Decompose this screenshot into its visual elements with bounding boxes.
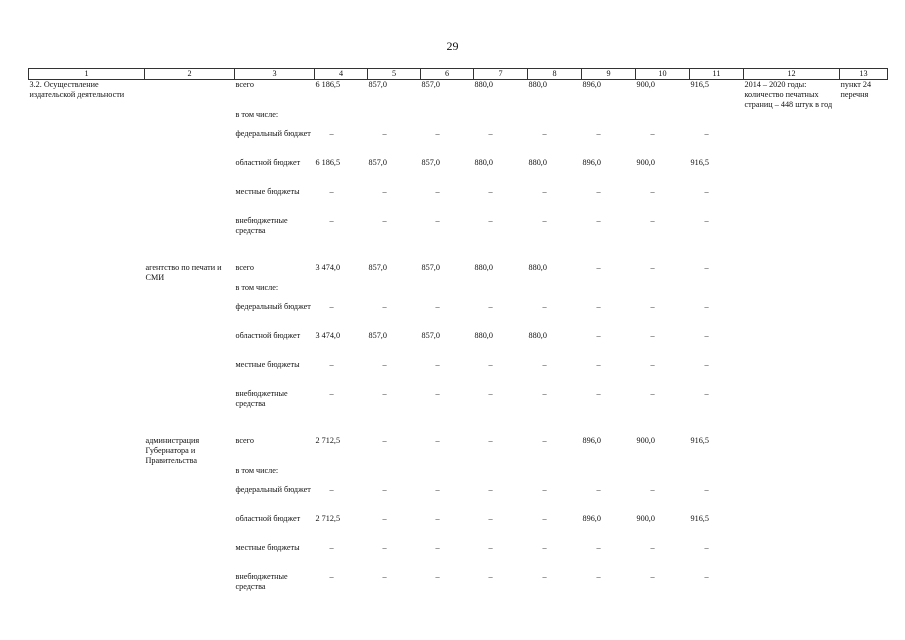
value-cell: – (435, 302, 440, 311)
empty-cell (840, 389, 888, 418)
value-cell: – (542, 514, 547, 523)
empty-cell (840, 514, 888, 543)
empty-cell (145, 360, 235, 389)
empty-cell (145, 514, 235, 543)
table-row (29, 389, 888, 418)
value-cell: – (488, 572, 493, 581)
value-cell: – (435, 389, 440, 398)
value-cell: – (382, 216, 387, 225)
empty-cell (840, 302, 888, 331)
value-cell: 880,0 (528, 158, 547, 167)
column-number: 11 (690, 69, 744, 80)
value-cell (690, 110, 744, 129)
empty-cell (744, 360, 840, 389)
empty-cell (840, 543, 888, 572)
value-cell: 880,0 (474, 158, 493, 167)
value-cell (368, 283, 421, 302)
empty-cell (840, 436, 888, 466)
value-cell: – (596, 302, 601, 311)
value-cell: 916,5 (690, 514, 709, 523)
table-row (29, 572, 888, 601)
value-cell (368, 466, 421, 485)
empty-cell (744, 158, 840, 187)
funding-source-cell: федеральный бюджет (235, 302, 311, 311)
value-cell: 880,0 (474, 263, 493, 272)
table-row (29, 263, 888, 283)
empty-cell (840, 110, 888, 129)
funding-source-cell: всего (235, 80, 254, 89)
value-cell: 857,0 (421, 158, 440, 167)
value-cell: 896,0 (582, 158, 601, 167)
empty-cell (145, 283, 235, 302)
value-cell: – (542, 436, 547, 445)
empty-cell (29, 389, 145, 418)
value-cell: – (329, 360, 334, 369)
value-cell: – (488, 302, 493, 311)
funding-source-cell: в том числе: (235, 283, 279, 292)
empty-cell (29, 302, 145, 331)
table-body (29, 80, 888, 602)
empty-cell (29, 187, 145, 216)
value-cell: – (329, 302, 334, 311)
value-cell: – (329, 129, 334, 138)
value-cell: – (596, 543, 601, 552)
value-cell: – (382, 302, 387, 311)
value-cell: 880,0 (528, 331, 547, 340)
group-spacer (29, 418, 888, 436)
column-number: 8 (528, 69, 582, 80)
empty-cell (744, 110, 840, 129)
value-cell: 900,0 (636, 514, 655, 523)
column-number: 7 (474, 69, 528, 80)
column-number: 12 (744, 69, 840, 80)
funding-source-cell: всего (235, 436, 254, 445)
empty-cell (29, 283, 145, 302)
value-cell: – (382, 436, 387, 445)
value-cell: – (382, 485, 387, 494)
value-cell: 880,0 (528, 263, 547, 272)
value-cell: – (704, 543, 709, 552)
empty-cell (29, 110, 145, 129)
value-cell: – (488, 360, 493, 369)
value-cell (690, 466, 744, 485)
value-cell: – (435, 216, 440, 225)
empty-cell (145, 158, 235, 187)
column-number: 1 (29, 69, 145, 80)
funding-source-cell: местные бюджеты (235, 543, 300, 552)
empty-cell (744, 331, 840, 360)
empty-cell (29, 263, 145, 283)
value-cell: – (704, 572, 709, 581)
value-cell: – (650, 331, 655, 340)
funding-source-cell: областной бюджет (235, 514, 301, 523)
empty-cell (29, 331, 145, 360)
empty-cell (840, 216, 888, 245)
empty-cell (744, 302, 840, 331)
empty-cell (744, 389, 840, 418)
value-cell: 6 186,5 (315, 158, 341, 167)
empty-cell (29, 514, 145, 543)
value-cell: – (542, 485, 547, 494)
value-cell: 896,0 (582, 436, 601, 445)
value-cell: 900,0 (636, 158, 655, 167)
value-cell: – (435, 572, 440, 581)
value-cell: 880,0 (474, 80, 493, 89)
value-cell: – (435, 543, 440, 552)
empty-cell (29, 216, 145, 245)
empty-cell (744, 436, 840, 466)
value-cell: – (329, 187, 334, 196)
value-cell: 3 474,0 (315, 331, 341, 340)
empty-cell (840, 572, 888, 601)
value-cell (582, 466, 636, 485)
empty-cell (840, 485, 888, 514)
value-cell: 916,5 (690, 158, 709, 167)
empty-cell (145, 110, 235, 129)
funding-source-cell: внебюджетные средства (235, 572, 288, 591)
value-cell: – (435, 187, 440, 196)
value-cell: – (329, 216, 334, 225)
value-cell (421, 466, 474, 485)
value-cell: 880,0 (528, 80, 547, 89)
value-cell: – (488, 216, 493, 225)
empty-cell (145, 302, 235, 331)
value-cell: 896,0 (582, 514, 601, 523)
value-cell: – (542, 129, 547, 138)
funding-source-cell: федеральный бюджет (235, 129, 311, 138)
value-cell: – (650, 263, 655, 272)
value-cell (474, 466, 528, 485)
value-cell: – (382, 572, 387, 581)
value-cell: – (650, 360, 655, 369)
column-number-row (29, 69, 888, 80)
value-cell: – (542, 216, 547, 225)
value-cell: – (704, 331, 709, 340)
value-cell: – (596, 331, 601, 340)
funding-source-cell: всего (235, 263, 254, 272)
value-cell: 857,0 (368, 331, 387, 340)
empty-cell (840, 360, 888, 389)
empty-cell (29, 436, 145, 466)
value-cell: – (435, 514, 440, 523)
empty-cell (840, 263, 888, 283)
empty-cell (744, 216, 840, 245)
value-cell: – (596, 187, 601, 196)
funding-source-cell: областной бюджет (235, 331, 301, 340)
value-cell: 857,0 (368, 158, 387, 167)
table-row (29, 436, 888, 466)
value-cell: 857,0 (421, 263, 440, 272)
empty-cell (840, 129, 888, 158)
reference-cell: пункт 24 перечня (840, 80, 872, 99)
value-cell: – (329, 485, 334, 494)
value-cell: – (650, 187, 655, 196)
value-cell: 880,0 (474, 331, 493, 340)
empty-cell (29, 158, 145, 187)
value-cell: 857,0 (421, 80, 440, 89)
value-cell: – (596, 360, 601, 369)
empty-cell (145, 466, 235, 485)
value-cell: – (382, 389, 387, 398)
funding-source-cell: в том числе: (235, 466, 279, 475)
funding-source-cell: в том числе: (235, 110, 279, 119)
value-cell: – (382, 514, 387, 523)
column-number: 13 (840, 69, 888, 80)
empty-cell (145, 389, 235, 418)
value-cell (636, 283, 690, 302)
empty-cell (29, 360, 145, 389)
empty-cell (145, 543, 235, 572)
executor-cell: администрация Губернатора и Правительства (145, 436, 200, 465)
column-number: 5 (368, 69, 421, 80)
empty-cell (840, 158, 888, 187)
value-cell: – (488, 543, 493, 552)
value-cell: – (488, 187, 493, 196)
value-cell (528, 466, 582, 485)
value-cell: 2 712,5 (315, 436, 341, 445)
empty-cell (29, 485, 145, 514)
empty-cell (744, 543, 840, 572)
value-cell: – (596, 485, 601, 494)
event-name-cell: 3.2. Осуществление издательской деятельности (29, 80, 125, 99)
empty-cell (744, 263, 840, 283)
page-number: 29 (446, 39, 459, 53)
value-cell (315, 283, 368, 302)
value-cell (474, 110, 528, 129)
value-cell: – (596, 216, 601, 225)
column-number: 9 (582, 69, 636, 80)
value-cell: – (650, 543, 655, 552)
table-row (29, 80, 888, 111)
value-cell: – (650, 572, 655, 581)
value-cell (421, 283, 474, 302)
empty-cell (744, 572, 840, 601)
value-cell: – (329, 543, 334, 552)
table-row (29, 302, 888, 331)
value-cell: – (488, 485, 493, 494)
executor-cell: агентство по печати и СМИ (145, 263, 222, 282)
table-row (29, 466, 888, 485)
value-cell: 896,0 (582, 80, 601, 89)
value-cell (528, 283, 582, 302)
funding-source-cell: областной бюджет (235, 158, 301, 167)
column-number: 3 (235, 69, 315, 80)
value-cell: – (488, 514, 493, 523)
value-cell: – (382, 129, 387, 138)
empty-cell (29, 466, 145, 485)
empty-cell (840, 283, 888, 302)
value-cell: – (435, 129, 440, 138)
value-cell: – (596, 572, 601, 581)
value-cell: – (596, 263, 601, 272)
table-row (29, 514, 888, 543)
table-row (29, 360, 888, 389)
empty-cell (145, 216, 235, 245)
value-cell: – (704, 216, 709, 225)
value-cell: – (542, 187, 547, 196)
value-cell: – (488, 389, 493, 398)
empty-cell (744, 466, 840, 485)
empty-cell (29, 129, 145, 158)
value-cell: 3 474,0 (315, 263, 341, 272)
empty-cell (29, 572, 145, 601)
empty-cell (744, 187, 840, 216)
value-cell: – (704, 187, 709, 196)
value-cell: – (542, 572, 547, 581)
empty-cell (744, 129, 840, 158)
value-cell: 6 186,5 (315, 80, 341, 89)
value-cell (582, 283, 636, 302)
value-cell: 916,5 (690, 436, 709, 445)
value-cell (315, 110, 368, 129)
value-cell (636, 110, 690, 129)
value-cell: 916,5 (690, 80, 709, 89)
value-cell: – (650, 485, 655, 494)
value-cell: – (650, 389, 655, 398)
value-cell: – (435, 360, 440, 369)
value-cell: – (542, 360, 547, 369)
value-cell: – (704, 389, 709, 398)
funding-source-cell: внебюджетные средства (235, 389, 288, 408)
value-cell (528, 110, 582, 129)
value-cell: – (488, 129, 493, 138)
table-row (29, 543, 888, 572)
group-spacer (29, 245, 888, 263)
column-number: 6 (421, 69, 474, 80)
funding-source-cell: местные бюджеты (235, 360, 300, 369)
empty-cell (29, 543, 145, 572)
value-cell (474, 283, 528, 302)
table-row (29, 129, 888, 158)
table-row (29, 331, 888, 360)
value-cell: 857,0 (368, 263, 387, 272)
column-number: 2 (145, 69, 235, 80)
empty-cell (145, 187, 235, 216)
empty-cell (145, 331, 235, 360)
value-cell: – (435, 485, 440, 494)
table-row (29, 187, 888, 216)
value-cell (421, 110, 474, 129)
value-cell: – (704, 302, 709, 311)
funding-source-cell: федеральный бюджет (235, 485, 311, 494)
value-cell: 2 712,5 (315, 514, 341, 523)
empty-cell (744, 485, 840, 514)
value-cell: – (650, 216, 655, 225)
empty-cell (840, 331, 888, 360)
value-cell: – (704, 485, 709, 494)
value-cell: – (382, 543, 387, 552)
table-row (29, 110, 888, 129)
value-cell: – (542, 543, 547, 552)
column-number: 10 (636, 69, 690, 80)
value-cell: – (329, 389, 334, 398)
value-cell: 900,0 (636, 436, 655, 445)
value-cell: 900,0 (636, 80, 655, 89)
table-row (29, 158, 888, 187)
value-cell: – (382, 187, 387, 196)
value-cell: – (382, 360, 387, 369)
empty-cell (145, 80, 235, 111)
value-cell (368, 110, 421, 129)
budget-table (28, 68, 888, 601)
value-cell: 857,0 (421, 331, 440, 340)
value-cell: – (650, 302, 655, 311)
value-cell (636, 466, 690, 485)
value-cell: – (596, 389, 601, 398)
funding-source-cell: местные бюджеты (235, 187, 300, 196)
value-cell: – (542, 389, 547, 398)
value-cell: – (329, 572, 334, 581)
empty-cell (145, 572, 235, 601)
value-cell: – (650, 129, 655, 138)
value-cell: – (542, 302, 547, 311)
column-number: 4 (315, 69, 368, 80)
value-cell: – (704, 129, 709, 138)
value-cell (690, 283, 744, 302)
value-cell: – (488, 436, 493, 445)
value-cell: – (704, 360, 709, 369)
empty-cell (840, 466, 888, 485)
table-row (29, 283, 888, 302)
value-cell: – (704, 263, 709, 272)
empty-cell (744, 283, 840, 302)
empty-cell (145, 129, 235, 158)
empty-cell (744, 514, 840, 543)
funding-source-cell: внебюджетные средства (235, 216, 288, 235)
empty-cell (840, 187, 888, 216)
value-cell: – (596, 129, 601, 138)
value-cell (582, 110, 636, 129)
value-cell: 857,0 (368, 80, 387, 89)
table-row (29, 485, 888, 514)
value-cell: – (435, 436, 440, 445)
value-cell (315, 466, 368, 485)
indicator-cell: 2014 – 2020 годы: количество печатных страниц – 448 штук в год (744, 80, 833, 109)
empty-cell (145, 485, 235, 514)
table-row (29, 216, 888, 245)
